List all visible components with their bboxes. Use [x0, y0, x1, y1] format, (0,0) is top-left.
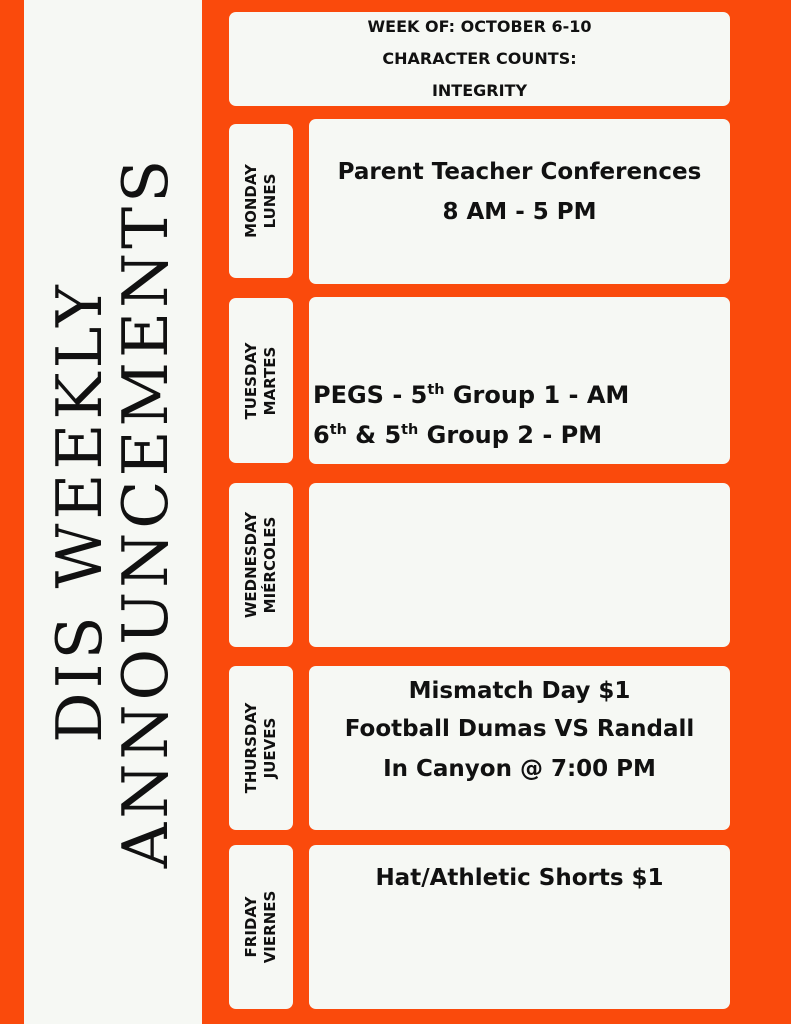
day-name-es: MIÉRCOLES	[261, 516, 279, 614]
day-name-en: WEDNESDAY	[242, 511, 260, 619]
event-line: Hat/Athletic Shorts $1	[375, 865, 664, 891]
day-label-thursday	[242, 703, 280, 794]
day-tab-friday	[229, 845, 293, 1009]
day-tab-wednesday	[229, 483, 293, 647]
week-header	[229, 12, 730, 106]
ordinal-suffix: th	[427, 382, 445, 398]
day-label-monday	[242, 164, 280, 238]
event-line	[313, 381, 629, 409]
ordinal-suffix: th	[329, 422, 347, 438]
day-name-en: MONDAY	[242, 164, 260, 238]
event-text: Group 1 - AM	[444, 381, 630, 409]
event-line: Mismatch Day $1	[408, 678, 631, 704]
day-label-wednesday	[242, 512, 280, 618]
event-text: PEGS - 5	[313, 381, 428, 409]
character-counts: CHARACTER COUNTS:	[382, 49, 577, 68]
day-tab-thursday	[229, 666, 293, 830]
event-text: Group 2 - PM	[418, 421, 603, 449]
day-tab-monday	[229, 124, 293, 278]
character-trait: INTEGRITY	[431, 81, 528, 100]
page-title	[43, 155, 182, 869]
day-name-en: FRIDAY	[242, 896, 260, 958]
title-wrap	[24, 0, 202, 1024]
day-name-en: TUESDAY	[242, 342, 260, 419]
event-line: 8 AM - 5 PM	[442, 199, 597, 225]
event-line: Parent Teacher Conferences	[337, 159, 702, 185]
day-name-en: THURSDAY	[242, 702, 260, 794]
event-text: & 5	[346, 421, 402, 449]
week-of: WEEK OF: OCTOBER 6-10	[367, 17, 592, 36]
day-label-tuesday	[242, 342, 280, 419]
event-box-wednesday	[309, 483, 730, 647]
event-text: 6	[313, 421, 330, 449]
day-label-friday	[242, 891, 280, 964]
event-box-thursday	[309, 666, 730, 830]
day-name-es: JUEVES	[261, 717, 279, 779]
day-name-es: LUNES	[261, 173, 279, 229]
day-name-es: MARTES	[261, 346, 279, 415]
day-name-es: VIERNES	[261, 890, 279, 964]
event-line: In Canyon @ 7:00 PM	[383, 756, 656, 782]
event-box-friday	[309, 845, 730, 1009]
event-line: Football Dumas VS Randall	[344, 716, 695, 742]
event-box-monday	[309, 119, 730, 284]
ordinal-suffix: th	[401, 422, 419, 438]
day-tab-tuesday	[229, 298, 293, 463]
title-text: DIS WEEKLY ANNOUNCEMENTS	[43, 155, 182, 869]
event-box-tuesday	[309, 297, 730, 464]
event-line	[313, 421, 602, 449]
